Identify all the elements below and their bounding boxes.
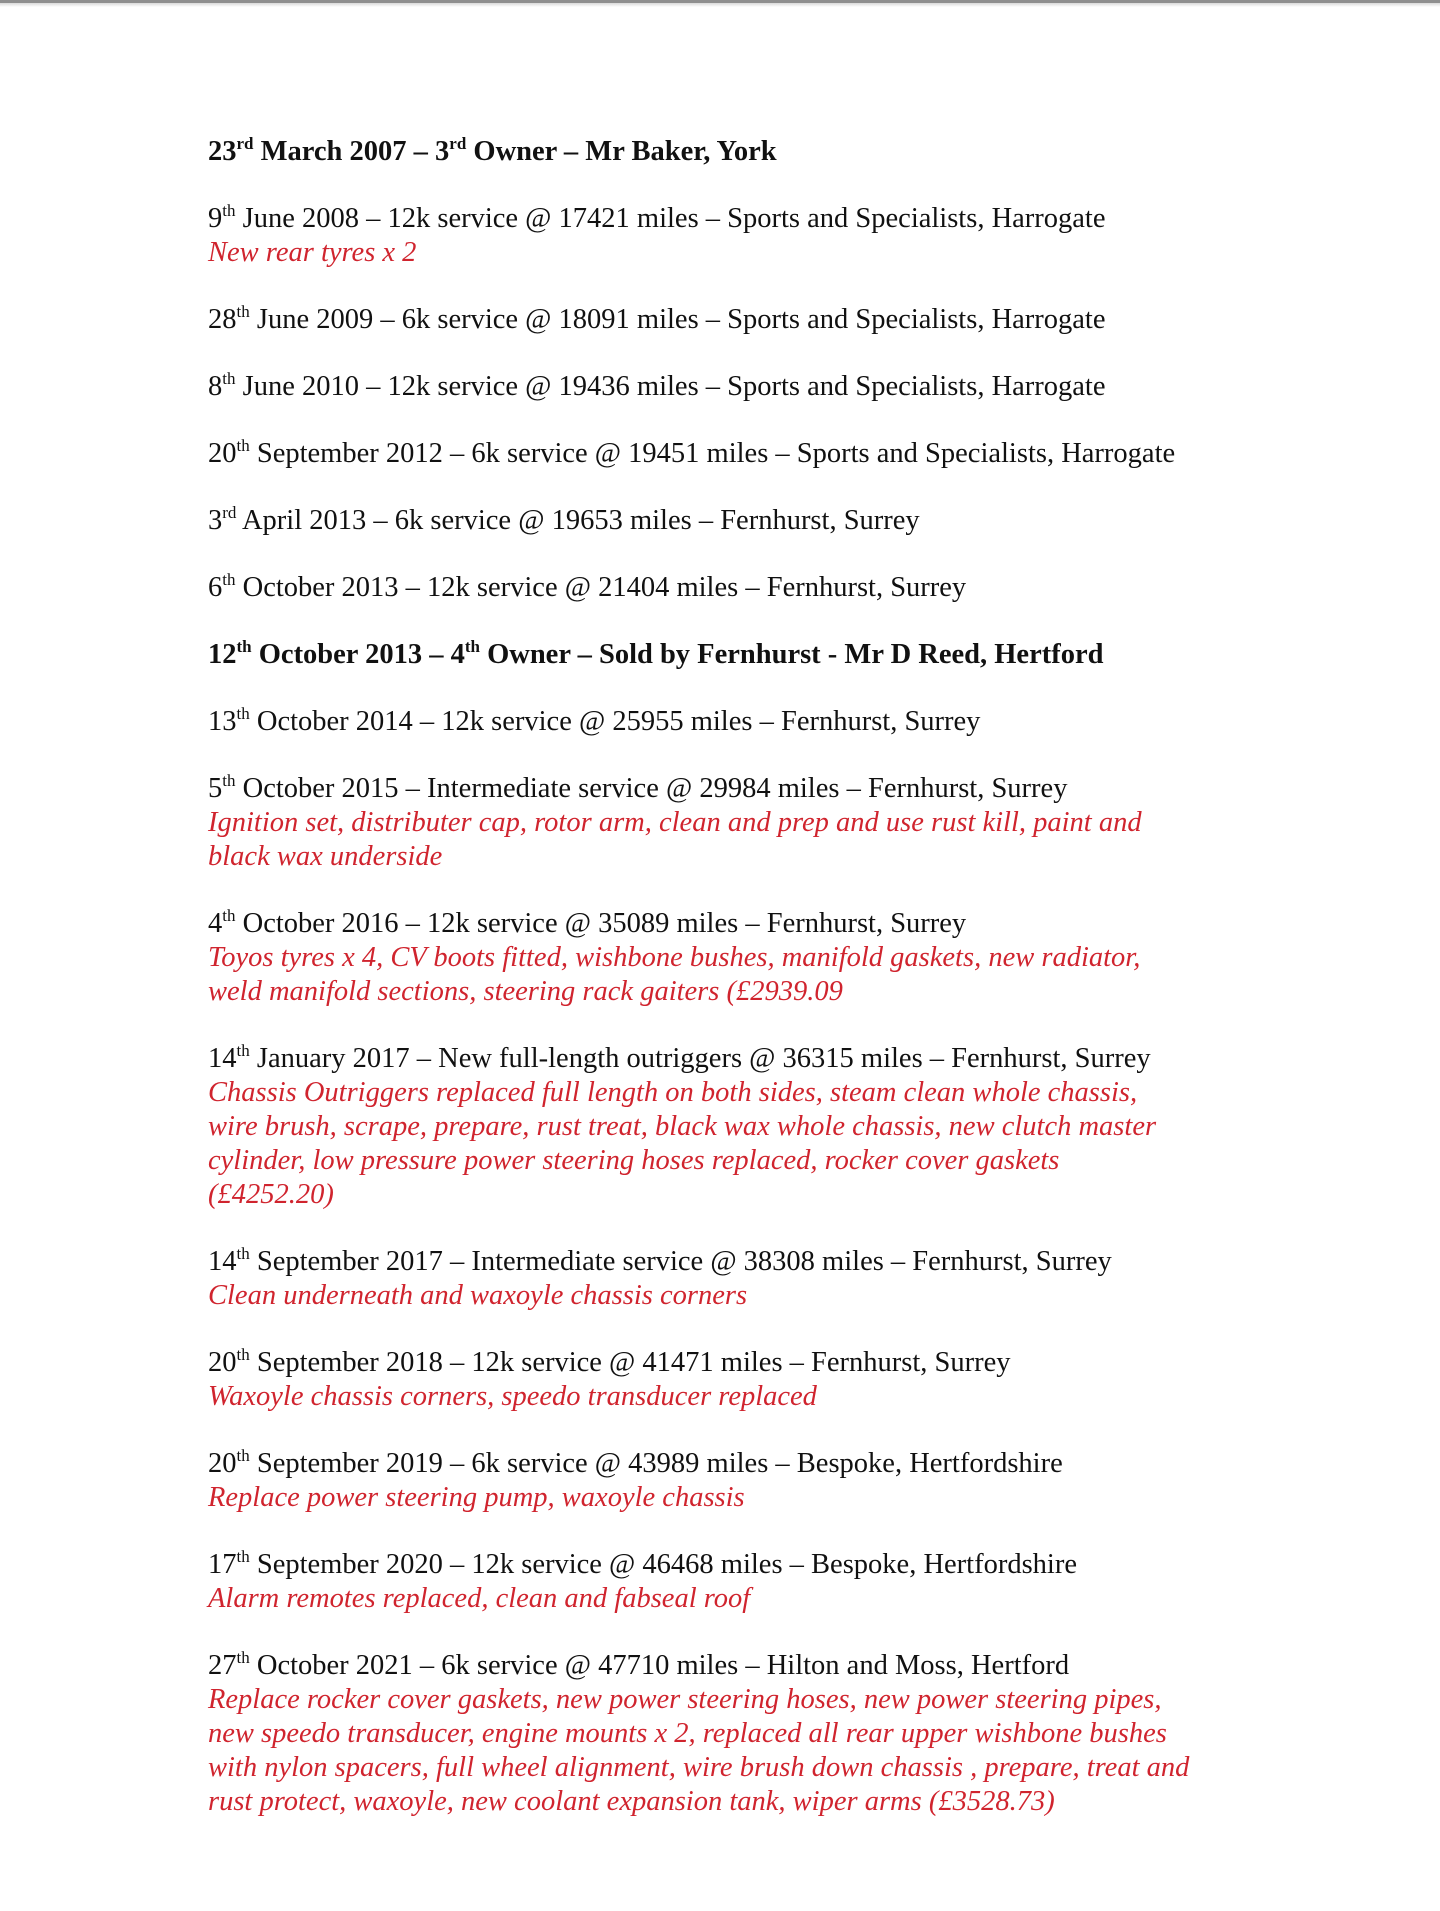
work-note-line: Clean underneath and waxoyle chassis corners: [208, 1280, 748, 1311]
ordinal-suffix: th: [236, 1446, 250, 1465]
service-line: [208, 705, 1258, 739]
entry-day: 6: [208, 572, 223, 603]
owner-heading: [208, 135, 1258, 169]
entry-text: October 2014 – 12k service @ 25955 miles – Fernhurst, Surrey: [249, 706, 981, 737]
entry-day: 5: [208, 773, 223, 804]
ordinal-suffix: th: [236, 1547, 250, 1566]
ordinal-suffix: th: [236, 637, 252, 656]
ordinal-suffix: th: [236, 1244, 250, 1263]
entry-text: June 2009 – 6k service @ 18091 miles – Sports and Specialists, Harrogate: [249, 304, 1106, 335]
work-note-line: wire brush, scrape, prepare, rust treat, black wax whole chassis, new clutch master: [208, 1111, 1157, 1142]
ordinal-suffix: rd: [222, 503, 237, 522]
entry-day: 23: [208, 136, 237, 167]
ordinal-suffix: th: [222, 369, 236, 388]
entry-day: 8: [208, 371, 223, 402]
entry-day: 17: [208, 1549, 237, 1580]
entry-day: 28: [208, 304, 237, 335]
entry-text: June 2008 – 12k service @ 17421 miles – Sports and Specialists, Harrogate: [235, 203, 1106, 234]
work-note-line: rust protect, waxoyle, new coolant expansion tank, wiper arms (£3528.73): [208, 1786, 1055, 1817]
work-note-line: weld manifold sections, steering rack gaiters (£2939.09: [208, 976, 843, 1007]
service-line: [208, 1649, 1258, 1683]
ordinal-suffix: th: [236, 302, 250, 321]
entry-text: October 2021 – 6k service @ 47710 miles – Hilton and Moss, Hertford: [249, 1650, 1070, 1681]
entry-text: April 2013 – 6k service @ 19653 miles – Fernhurst, Surrey: [236, 505, 920, 536]
ordinal-suffix: th: [236, 1648, 250, 1667]
work-note-line: black wax underside: [208, 841, 443, 872]
entry-text: October 2013 – 12k service @ 21404 miles – Fernhurst, Surrey: [235, 572, 967, 603]
owner-ordinal-suffix: th: [464, 637, 480, 656]
service-line: [208, 303, 1258, 337]
service-line: [208, 370, 1258, 404]
service-entry: [208, 772, 1258, 874]
service-line: [208, 1346, 1258, 1380]
service-entry: [208, 437, 1258, 471]
ordinal-suffix: th: [222, 570, 236, 589]
service-entry: [208, 1649, 1258, 1819]
entry-text: September 2020 – 12k service @ 46468 miles – Bespoke, Hertfordshire: [249, 1549, 1077, 1580]
entry-day: 20: [208, 1347, 237, 1378]
service-line: [208, 1245, 1258, 1279]
service-entry: [208, 571, 1258, 605]
entry-text: September 2018 – 12k service @ 41471 miles – Fernhurst, Surrey: [249, 1347, 1011, 1378]
service-entry: [208, 303, 1258, 337]
ordinal-suffix: th: [222, 771, 236, 790]
service-entry: [208, 504, 1258, 538]
work-note-line: Replace rocker cover gaskets, new power steering hoses, new power steering pipes,: [208, 1684, 1162, 1715]
service-entry: [208, 1548, 1258, 1616]
entry-day: 20: [208, 438, 237, 469]
service-entry: [208, 202, 1258, 270]
entry-text: October 2013 – 4: [251, 639, 465, 670]
service-entry: [208, 370, 1258, 404]
entry-text: September 2012 – 6k service @ 19451 miles – Sports and Specialists, Harrogate: [249, 438, 1176, 469]
entry-text: January 2017 – New full-length outriggers @ 36315 miles – Fernhurst, Surrey: [249, 1043, 1151, 1074]
ordinal-suffix: th: [236, 1345, 250, 1364]
entry-day: 14: [208, 1043, 237, 1074]
owner-change-entry: [208, 135, 1258, 169]
work-note-line: Replace power steering pump, waxoyle chassis: [208, 1482, 745, 1513]
entry-text: September 2017 – Intermediate service @ 38308 miles – Fernhurst, Surrey: [249, 1246, 1112, 1277]
owner-change-entry: [208, 638, 1258, 672]
entry-day: 12: [208, 639, 237, 670]
entry-day: 13: [208, 706, 237, 737]
service-line: [208, 437, 1258, 471]
entry-day: 9: [208, 203, 223, 234]
service-entry: [208, 1042, 1258, 1212]
service-line: [208, 504, 1258, 538]
work-note-line: Waxoyle chassis corners, speedo transducer replaced: [208, 1381, 817, 1412]
work-note-line: cylinder, low pressure power steering hoses replaced, rocker cover gaskets: [208, 1145, 1060, 1176]
work-note-line: Toyos tyres x 4, CV boots fitted, wishbone bushes, manifold gaskets, new radiator,: [208, 942, 1141, 973]
service-entry: [208, 1346, 1258, 1414]
entry-day: 3: [208, 505, 223, 536]
entry-text: September 2019 – 6k service @ 43989 miles – Bespoke, Hertfordshire: [249, 1448, 1063, 1479]
service-line: [208, 772, 1258, 806]
service-entry: [208, 705, 1258, 739]
ordinal-suffix: th: [236, 704, 250, 723]
entry-text: June 2010 – 12k service @ 19436 miles – Sports and Specialists, Harrogate: [235, 371, 1106, 402]
service-line: [208, 1447, 1258, 1481]
owner-heading: [208, 638, 1258, 672]
service-entry: [208, 1447, 1258, 1515]
work-note-line: new speedo transducer, engine mounts x 2, replaced all rear upper wishbone bushes: [208, 1718, 1167, 1749]
ordinal-suffix: th: [222, 201, 236, 220]
service-line: [208, 571, 1258, 605]
work-note-line: with nylon spacers, full wheel alignment, wire brush down chassis , prepare, treat and: [208, 1752, 1190, 1783]
owner-ordinal-suffix: rd: [449, 134, 467, 153]
work-note-line: Ignition set, distributer cap, rotor arm, clean and prep and use rust kill, paint and: [208, 807, 1142, 838]
service-entry: [208, 1245, 1258, 1313]
entry-text: March 2007 – 3: [253, 136, 450, 167]
work-note-line: Chassis Outriggers replaced full length on both sides, steam clean whole chassis,: [208, 1077, 1138, 1108]
work-note-line: Alarm remotes replaced, clean and fabseal roof: [208, 1583, 751, 1614]
work-note-line: (£4252.20): [208, 1179, 334, 1210]
entry-text-continued: Owner – Mr Baker, York: [466, 136, 777, 167]
service-line: [208, 202, 1258, 236]
service-entry: [208, 907, 1258, 1009]
entry-text: October 2015 – Intermediate service @ 29984 miles – Fernhurst, Surrey: [235, 773, 1068, 804]
work-note-line: New rear tyres x 2: [208, 237, 417, 268]
entry-day: 4: [208, 908, 223, 939]
service-line: [208, 1548, 1258, 1582]
service-line: [208, 1042, 1258, 1076]
ordinal-suffix: rd: [236, 134, 254, 153]
entry-text: October 2016 – 12k service @ 35089 miles – Fernhurst, Surrey: [235, 908, 967, 939]
service-line: [208, 907, 1258, 941]
page-top-shadow: [0, 3, 1440, 7]
entry-day: 27: [208, 1650, 237, 1681]
ordinal-suffix: th: [236, 436, 250, 455]
entry-text-continued: Owner – Sold by Fernhurst - Mr D Reed, Hertford: [479, 639, 1104, 670]
ordinal-suffix: th: [236, 1041, 250, 1060]
service-history-document: [208, 135, 1258, 1852]
ordinal-suffix: th: [222, 906, 236, 925]
entry-day: 20: [208, 1448, 237, 1479]
entry-day: 14: [208, 1246, 237, 1277]
